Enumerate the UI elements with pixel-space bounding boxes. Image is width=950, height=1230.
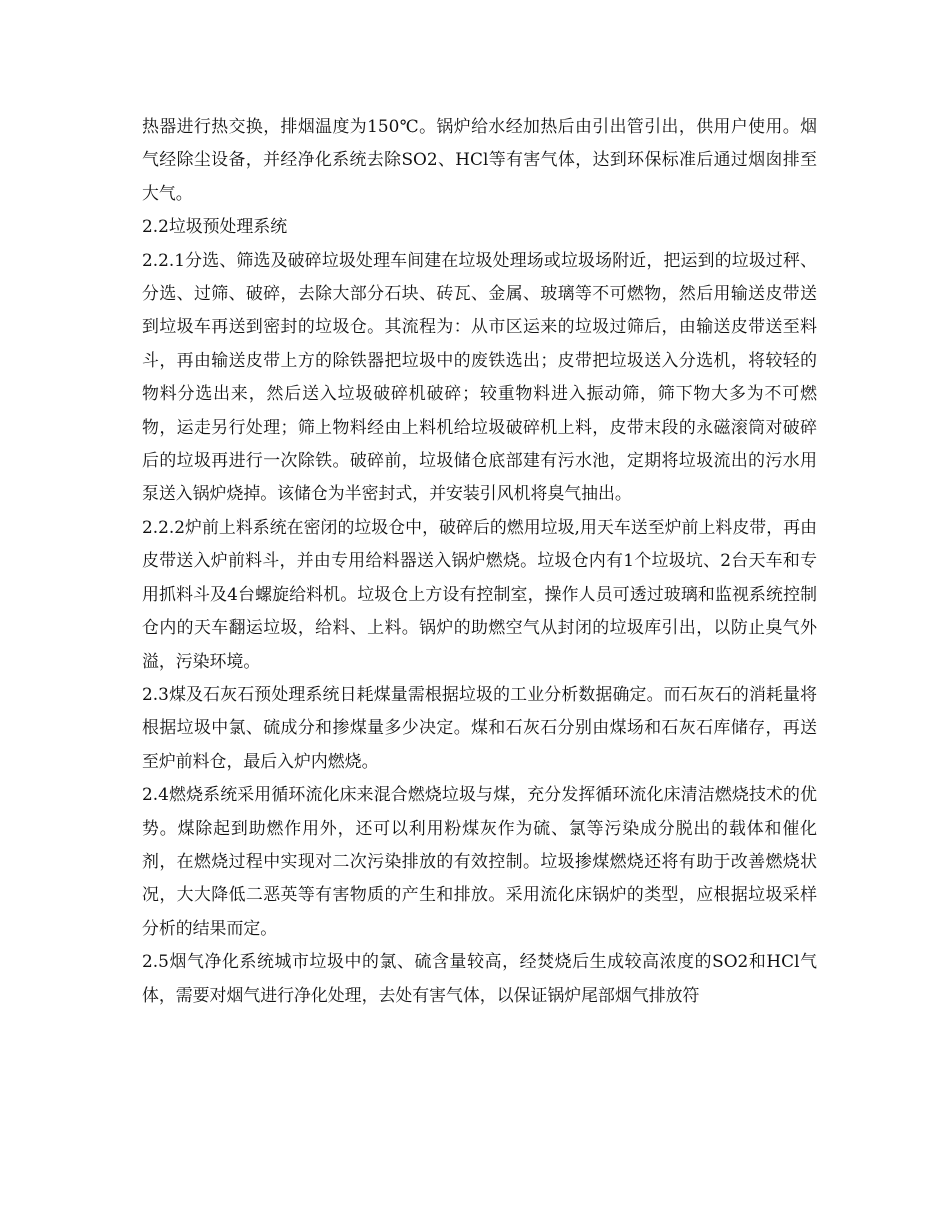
paragraph-heat-exchange: 热器进行热交换，排烟温度为150℃。锅炉给水经加热后由引出管引出，供用户使用。烟气经除尘设备，并经净化系统去除SO2、HCl等有害气体，达到环保标准后通过烟囱排至大气。 xyxy=(142,116,817,203)
paragraph-2-2-2-feeding: 2.2.2炉前上料系统在密闭的垃圾仓中，破碎后的燃用垃圾,用天车送至炉前上料皮带，再由皮带送入炉前料斗，并由专用给料器送入锅炉燃烧。垃圾仓内有1个垃圾坑、2台天车和专用抓料斗及4台螺旋给料机。垃圾仓上方设有控制室，操作人员可透过玻璃和监视系统控制仓内的天车翻运垃圾，给料、上料。锅炉的助燃空气从封闭的垃圾库引出，以防止臭气外溢，污染环境。 xyxy=(142,516,817,671)
paragraph-2-3-coal-limestone: 2.3煤及石灰石预处理系统日耗煤量需根据垃圾的工业分析数据确定。而石灰石的消耗量将根据垃圾中氯、硫成分和掺煤量多少决定。煤和石灰石分别由煤场和石灰石库储存，再送至炉前料仓，最后入炉内燃烧。 xyxy=(142,683,817,771)
paragraph-2-4-combustion: 2.4燃烧系统采用循环流化床来混合燃烧垃圾与煤，充分发挥循环流化床清洁燃烧技术的优势。煤除起到助燃作用外，还可以利用粉煤灰作为硫、氯等污染成分脱出的载体和催化剂，在燃烧过程中实现对二次污染排放的有效控制。垃圾掺煤燃烧还将有助于改善燃烧状况，大大降低二恶英等有害物质的产生和排放。采用流化床锅炉的类型，应根据垃圾采样分析的结果而定。 xyxy=(142,784,817,938)
section-heading-2-2: 2.2垃圾预处理系统 xyxy=(142,216,288,237)
paragraph-2-2-1-sorting: 2.2.1分选、筛选及破碎垃圾处理车间建在垃圾处理场或垃圾场附近，把运到的垃圾过秤、分选、过筛、破碎，去除大部分石块、砖瓦、金属、玻璃等不可燃物，然后用输送皮带送到垃圾车再送到密封的垃圾仓。其流程为：从市区运来的垃圾过筛后，由输送皮带送至料斗，再由输送皮带上方的除铁器把垃圾中的废铁选出；皮带把垃圾送入分选机，将较轻的物料分选出来，然后送入垃圾破碎机破碎；较重物料进入振动筛，筛下物大多为不可燃物，运走另行处理；筛上物料经由上料机给垃圾破碎机上料，皮带末段的永磁滚筒对破碎后的垃圾再进行一次除铁。破碎前，垃圾储仓底部建有污水池，定期将垃圾流出的污水用泵送入锅炉烧掉。该储仓为半密封式，并安装引风机将臭气抽出。 xyxy=(142,249,817,504)
paragraph-2-5-flue-gas: 2.5烟气净化系统城市垃圾中的氯、硫含量较高，经焚烧后生成较高浓度的SO2和HCl气体，需要对烟气进行净化处理，去处有害气体，以保证锅炉尾部烟气排放符 xyxy=(142,951,817,1005)
document-body xyxy=(142,110,817,1012)
